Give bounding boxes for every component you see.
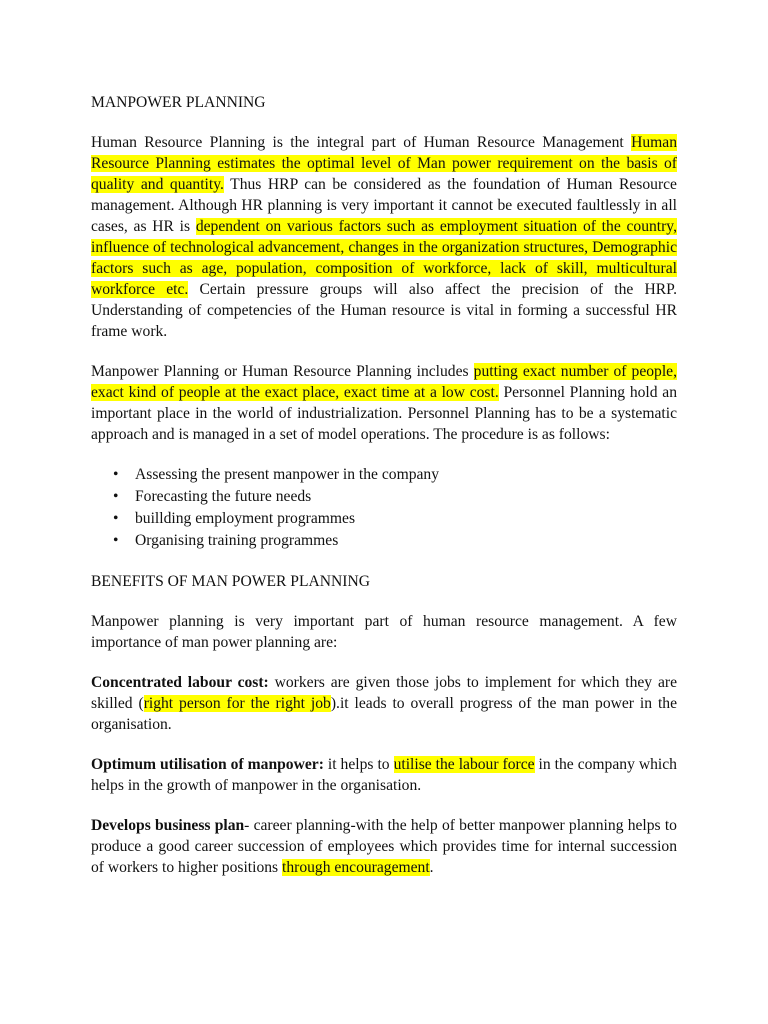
procedure-list (91, 464, 677, 552)
bullet-icon: • (113, 466, 119, 483)
benefits-heading: BENEFITS OF MAN POWER PLANNING (91, 573, 370, 590)
bullet-icon: • (113, 510, 119, 527)
benefit-term: Concentrated labour cost: (91, 674, 269, 691)
list-item (113, 508, 677, 530)
text-run: workers are given those jobs to implement for which they are skilled ( (91, 674, 677, 712)
list-item (113, 486, 677, 508)
highlighted-text: utilise the labour force (393, 756, 535, 773)
text-run: Personnel Planning hold an important place in the world of industrialization. Personnel Planning has to be a systematic approach and is managed in a set of model operations. The procedure is as follows: (91, 384, 677, 443)
bullet-icon: • (113, 488, 119, 505)
text-run: Certain pressure groups will also affect the precision of the HRP. Understanding of competencies of the Human resource is vital in forming a successful HR frame work. (91, 281, 678, 340)
text-run: Manpower Planning or Human Resource Planning includes (91, 363, 474, 380)
text-run: Human Resource Planning is the integral part of Human Resource Management (91, 134, 632, 151)
list-item (113, 464, 677, 486)
paragraph-includes (91, 361, 677, 445)
text-run: it helps to (323, 756, 394, 773)
paragraph-intro (91, 132, 677, 342)
document-title: MANPOWER PLANNING (91, 94, 266, 111)
highlighted-text: dependent on various factors such as employment situation of the country, influence of technological advancement, changes in the organization structures, Demographic factors such as age, population, composition of workforce, lack of skill, multicultural workforce etc. (91, 218, 677, 298)
text-run: - career planning-with the help of better manpower planning helps to produce a good career succession of employees which provides time for internal succession of workers to higher positions (91, 817, 677, 876)
list-item-text: Forecasting the future needs (135, 488, 312, 505)
bullet-icon: • (113, 532, 119, 549)
benefit-concentrated-labour-cost (91, 672, 677, 735)
list-item-text: Assessing the present manpower in the company (135, 466, 440, 483)
text-run: in the company which helps in the growth of manpower in the organisation. (91, 756, 677, 794)
document-body (91, 92, 677, 897)
highlighted-text: Human Resource Planning estimates the optimal level of Man power requirement on the basis of quality and quantity. (91, 134, 677, 193)
benefit-term: Develops business plan (91, 817, 245, 834)
highlighted-text: right person for the right job (143, 695, 331, 712)
text-run: ).it leads to overall progress of the man power in the organisation. (91, 695, 677, 733)
text-run: . (429, 859, 434, 876)
highlighted-text: through encouragement (282, 859, 430, 876)
text-run: Thus HRP can be considered as the foundation of Human Resource management. Although HR planning is very important it cannot be executed faultlessly in all cases, as HR is (91, 176, 677, 235)
list-item-text: Organising training programmes (135, 532, 339, 549)
list-item (113, 530, 677, 552)
highlighted-text: putting exact number of people, exact kind of people at the exact place, exact time at a low cost. (91, 363, 677, 401)
benefits-intro: Manpower planning is very important part of human resource management. A few importance of man power planning are: (91, 613, 677, 651)
benefit-optimum-utilisation (91, 754, 677, 796)
benefit-term: Optimum utilisation of manpower: (91, 756, 324, 773)
list-item-text: buillding employment programmes (135, 510, 356, 527)
benefit-develops-business-plan (91, 815, 677, 878)
